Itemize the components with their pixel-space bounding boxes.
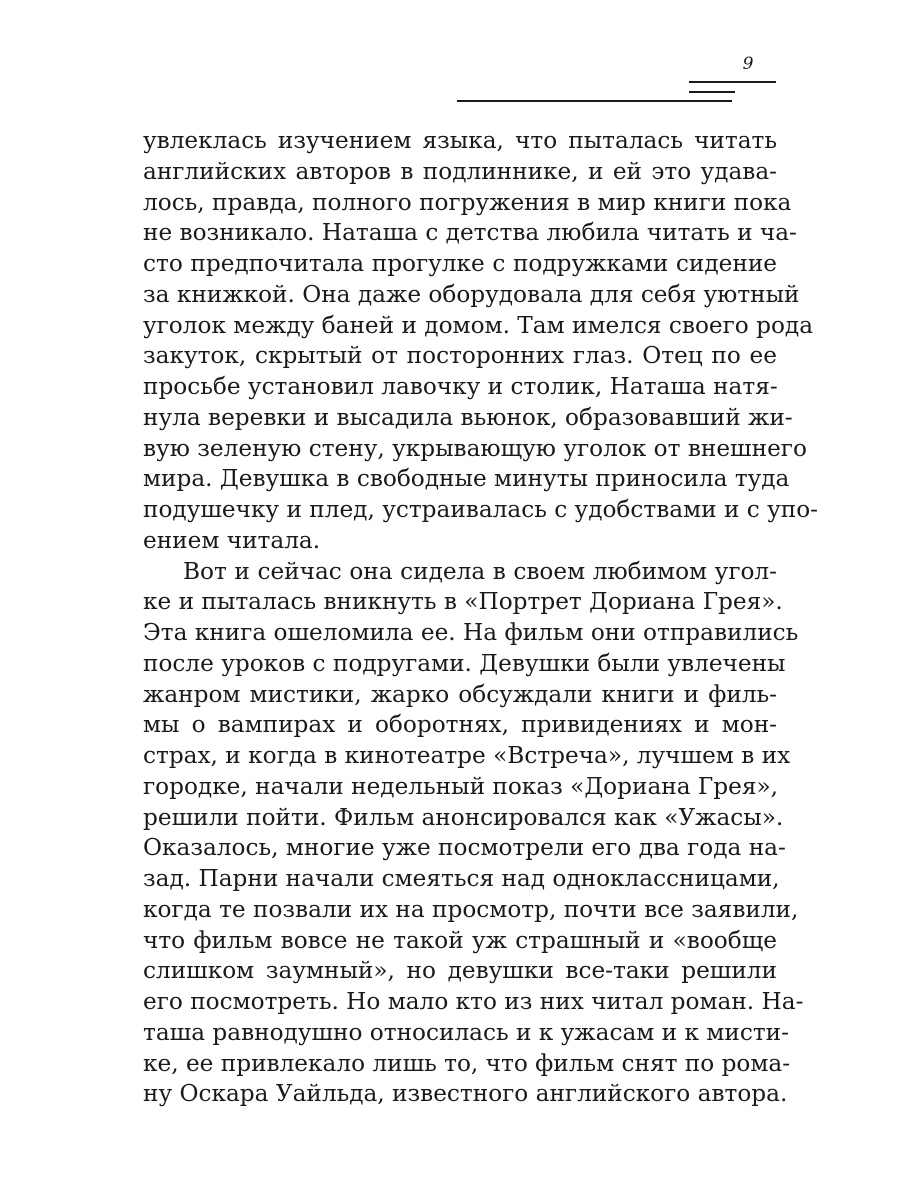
text-line: подушечку и плед, устраивалась с удобствами и с упо- [143,496,819,523]
header-rule-middle [689,91,735,93]
text-line: ке, ее привлекало лишь то, что фильм снят по рома- [143,1049,791,1077]
text-line: после уроков с подругами. Девушки были увлечены [143,649,786,677]
text-line: жанром мистики, жарко обсуждали книги и филь- [143,680,777,708]
text-line: ением читала. [143,526,321,554]
text-line: Вот и сейчас она сидела в своем любимом угол- [183,557,777,585]
text-line: слишком заумный», но девушки все-таки решили [143,957,777,985]
body-text [143,126,819,1110]
text-line: английских авторов в подлиннике, и ей это удава- [143,157,777,185]
text-line: решили пойти. Фильм анонсировался как «Ужасы». [143,803,784,831]
text-line: вую зеленую стену, укрывающую уголок от внешнего [143,434,807,462]
text-line: Эта книга ошеломила ее. На фильм они отправились [143,619,799,646]
text-line: нула веревки и высадила вьюнок, образовавший жи- [143,403,793,431]
text-line: городке, начали недельный показ «Дориана Грея», [143,772,779,800]
text-line: лось, правда, полного погружения в мир книги пока [143,188,792,216]
text-line: его посмотреть. Но мало кто из них читал роман. На- [143,988,804,1015]
paragraph [143,557,804,1111]
text-line: страх, и когда в кинотеатре «Встреча», лучшем в их [143,742,791,769]
text-line: зад. Парни начали смеяться над одноклассницами, [143,865,780,892]
text-line: что фильм вовсе не такой уж страшный и «вообще [143,926,777,954]
text-line: ну Оскара Уайльда, известного английского автора. [143,1080,788,1108]
paragraph [143,126,819,557]
text-line: за книжкой. Она даже оборудовала для себя уютный [143,280,800,308]
text-line: просьбе установил лавочку и столик, Наташа натя- [143,373,778,400]
text-line: мы о вампирах и оборотнях, привидениях и мон- [143,711,777,739]
text-line: Оказалось, многие уже посмотрели его два года на- [143,834,786,862]
text-line: сто предпочитала прогулке с подружками сидение [143,250,777,277]
text-line: закуток, скрытый от посторонних глаз. Отец по ее [143,342,777,370]
page-number: 9 [742,54,754,74]
text-line: уголок между баней и домом. Там имелся своего рода [143,311,814,339]
text-line: увлеклась изучением языка, что пыталась читать [143,127,777,154]
text-line: таша равнодушно относилась и к ужасам и к мисти- [143,1018,789,1046]
text-line: мира. Девушка в свободные минуты приносила туда [143,465,790,493]
text-line: когда те позвали их на просмотр, почти все заявили, [143,895,799,923]
text-line: ке и пыталась вникнуть в «Портрет Дориана Грея». [143,588,783,616]
header-rule-long [457,100,732,102]
page-header [0,0,900,110]
text-line: не возникало. Наташа с детства любила читать и ча- [143,219,797,247]
header-rule-top [689,81,776,83]
